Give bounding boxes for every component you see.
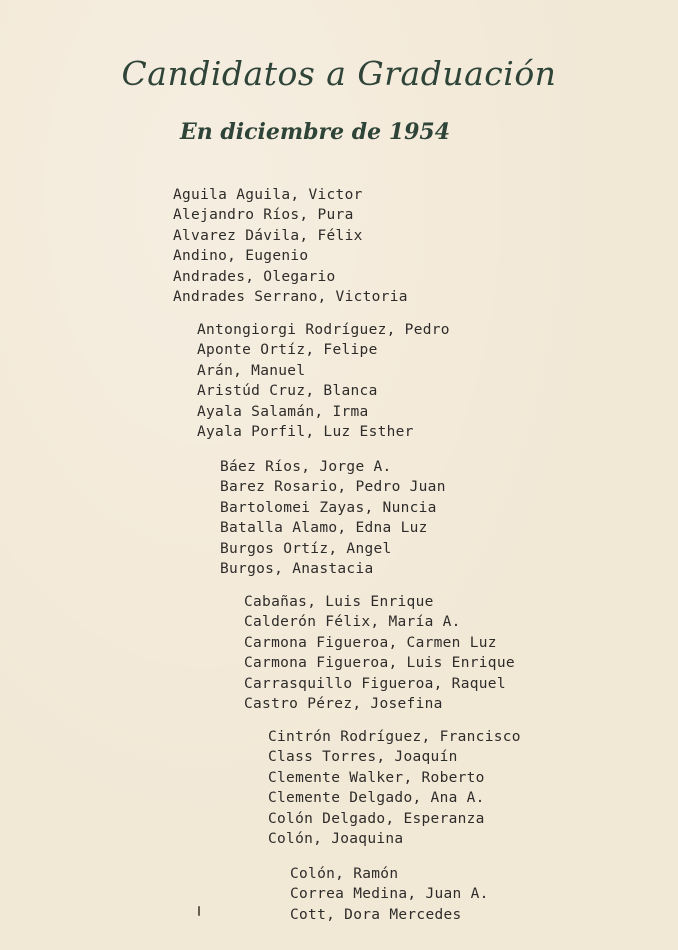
list-item: Arán, Manuel	[197, 362, 306, 379]
list-item: Aguila Aguila, Victor	[173, 187, 363, 203]
list-item: Alejandro Ríos, Pura	[173, 207, 354, 224]
page-title: Candidatos a Graduación	[121, 54, 557, 93]
name-group-2	[197, 320, 450, 442]
list-item: Carmona Figueroa, Carmen Luz	[244, 634, 497, 651]
list-item: Aponte Ortíz, Felipe	[197, 342, 378, 359]
list-item: Correa Medina, Juan A.	[290, 886, 489, 903]
list-item: Batalla Alamo, Edna Luz	[220, 520, 428, 537]
name-group-5	[268, 727, 521, 849]
list-item: Class Torres, Joaquín	[268, 749, 458, 766]
list-item: Colón, Joaquina	[268, 830, 404, 847]
list-item: Aristúd Cruz, Blanca	[197, 383, 378, 400]
list-item: Colón Delgado, Esperanza	[268, 810, 485, 827]
list-item: Carrasquillo Figueroa, Raquel	[244, 675, 506, 692]
list-item: Ayala Porfil, Luz Esther	[197, 423, 414, 440]
list-item: Castro Pérez, Josefina	[244, 695, 443, 712]
list-item: Carmona Figueroa, Luis Enrique	[244, 655, 515, 672]
list-item: Burgos, Anastacia	[220, 560, 374, 577]
list-item: Cintrón Rodríguez, Francisco	[268, 729, 521, 745]
list-item: Cott, Dora Mercedes	[290, 906, 462, 923]
list-item: Clemente Walker, Roberto	[268, 769, 485, 786]
list-item: Andrades Serrano, Victoria	[173, 288, 408, 305]
name-group-3	[220, 457, 446, 579]
name-group-6	[290, 864, 489, 925]
list-item: Colón, Ramón	[290, 866, 399, 882]
name-group-1	[173, 185, 408, 307]
list-item: Bartolomei Zayas, Nuncia	[220, 499, 437, 516]
name-group-4	[244, 592, 515, 714]
list-item: Burgos Ortíz, Angel	[220, 540, 392, 557]
list-item: Antongiorgi Rodríguez, Pedro	[197, 322, 450, 338]
list-item: Barez Rosario, Pedro Juan	[220, 479, 446, 496]
list-item: Alvarez Dávila, Félix	[173, 227, 363, 244]
list-item: Cabañas, Luis Enrique	[244, 594, 434, 610]
list-item: Báez Ríos, Jorge A.	[220, 459, 392, 475]
list-item: Andino, Eugenio	[173, 248, 309, 265]
paper-mark	[198, 906, 200, 916]
list-item: Ayala Salamán, Irma	[197, 403, 369, 420]
page-subtitle: En diciembre de 1954	[179, 119, 451, 145]
list-item: Clemente Delgado, Ana A.	[268, 790, 485, 807]
list-item: Andrades, Olegario	[173, 268, 336, 285]
list-item: Calderón Félix, María A.	[244, 614, 461, 631]
